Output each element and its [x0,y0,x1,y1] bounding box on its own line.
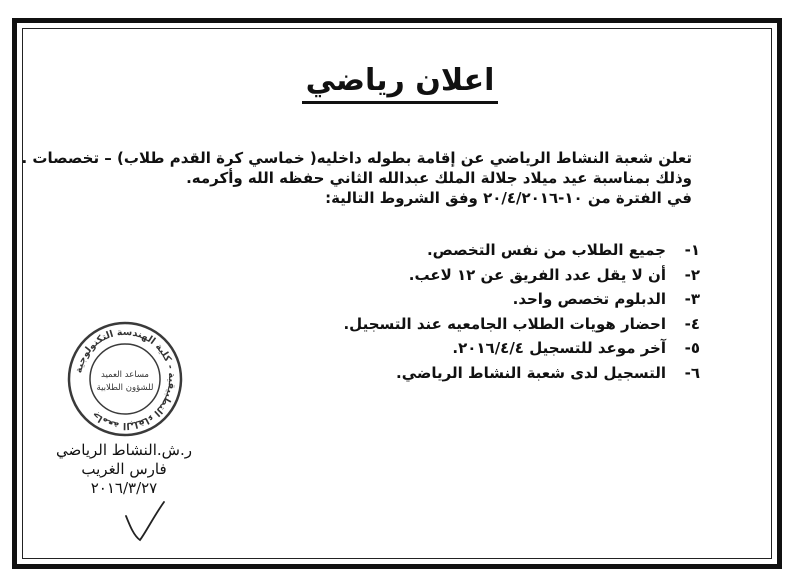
condition-number: ١- [684,241,700,260]
stamp-inner-line2: للشؤون الطلابية [96,383,154,393]
condition-number: ٢- [684,265,700,284]
intro-line: وذلك بمناسبة عيد ميلاد جلالة الملك عبدالله الثاني حفظه الله وأكرمه. [186,169,692,187]
condition-item [180,238,700,263]
official-stamp [66,320,184,438]
condition-number: ٥- [684,339,700,358]
stamp-outer-text: جامعة البلقاء التطبيقية - كلية الهندسة التكنولوجية [73,326,178,432]
condition-item [180,287,700,312]
condition-number: ٤- [684,314,700,333]
handwritten-signature-mark [120,498,170,548]
stamp-inner-line1: مساعد العميد [101,370,149,380]
intro-line: تعلن شعبة النشاط الرياضي عن إقامة بطوله داخليه( خماسي كرة القدم طلاب) – تخصصات . [21,149,692,167]
condition-text: آخر موعد للتسجيل ٢٠١٦/٤/٤. [452,339,666,358]
announcement-title-area [0,64,800,104]
announcement-intro [21,148,692,208]
intro-line: في الفترة من ١٠-٢٠/٤/٢٠١٦ وفق الشروط التالية: [325,189,692,207]
condition-item [180,361,700,386]
condition-number: ٣- [684,290,700,309]
condition-text: جميع الطلاب من نفس التخصص. [426,241,666,260]
condition-text: التسجيل لدى شعبة النشاط الرياضي. [396,363,666,382]
conditions-list [180,238,700,385]
condition-text: الدبلوم تخصص واحد. [512,290,666,309]
condition-item [180,263,700,288]
signature-block [54,441,194,498]
signature-name: فارس الغريب [81,460,167,478]
condition-text: احضار هويات الطلاب الجامعيه عند التسجيل. [343,314,666,333]
condition-item [180,312,700,337]
condition-item [180,336,700,361]
signature-role: ر.ش.النشاط الرياضي [56,441,192,459]
signature-date: ٢٠١٦/٣/٢٧ [90,479,158,497]
condition-text: أن لا يقل عدد الفريق عن ١٢ لاعب. [408,265,666,284]
announcement-title: اعلان رياضي [302,64,499,104]
condition-number: ٦- [684,363,700,382]
